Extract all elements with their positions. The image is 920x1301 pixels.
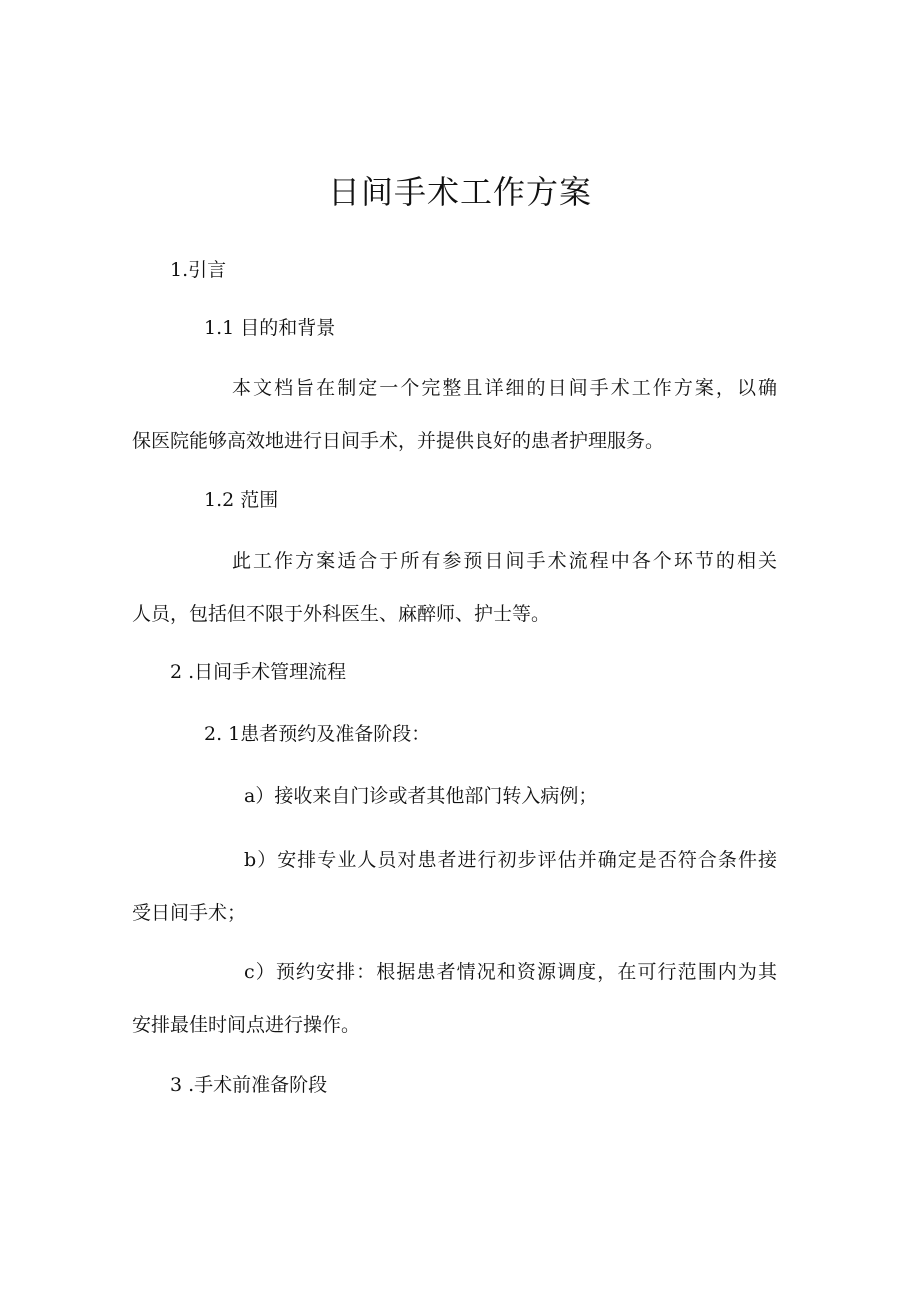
section-heading-3: 3 .手术前准备阶段 bbox=[170, 1074, 328, 1096]
paragraph-scope-line-1: 此工作方案适合于所有参预日间手术流程中各个环节的相关 bbox=[232, 550, 777, 572]
list-item-a: a）接收来自门诊或者其他部门转入病例； bbox=[244, 785, 598, 807]
list-item-b-line-1: b）安排专业人员对患者进行初步评估并确定是否符合条件接 bbox=[244, 849, 777, 871]
document-title: 日间手术工作方案 bbox=[327, 173, 592, 211]
paragraph-scope-line-2: 人员，包括但不限于外科医生、麻醉师、护士等。 bbox=[132, 603, 551, 625]
paragraph-purpose-line-1: 本文档旨在制定一个完整且详细的日间手术工作方案，以确 bbox=[232, 377, 777, 399]
list-item-c-line-1: c）预约安排：根据患者情况和资源调度，在可行范围内为其 bbox=[244, 961, 777, 983]
list-item-c-line-2: 安排最佳时间点进行操作。 bbox=[132, 1014, 361, 1036]
paragraph-purpose bbox=[132, 373, 777, 456]
section-heading-2: 2 .日间手术管理流程 bbox=[170, 661, 347, 683]
section-heading-1: 1.引言 bbox=[170, 259, 227, 281]
list-item-c bbox=[132, 957, 777, 1040]
section-heading-1-2: 1.2 范围 bbox=[204, 489, 279, 511]
list-item-b-line-2: 受日间手术； bbox=[132, 902, 247, 924]
section-heading-1-1: 1.1 目的和背景 bbox=[204, 317, 336, 339]
paragraph-purpose-line-2: 保医院能够高效地进行日间手术，并提供良好的患者护理服务。 bbox=[132, 430, 665, 452]
list-item-b bbox=[132, 845, 777, 928]
paragraph-scope bbox=[132, 546, 777, 629]
section-heading-2-1: 2. 1患者预约及准备阶段： bbox=[204, 723, 431, 745]
